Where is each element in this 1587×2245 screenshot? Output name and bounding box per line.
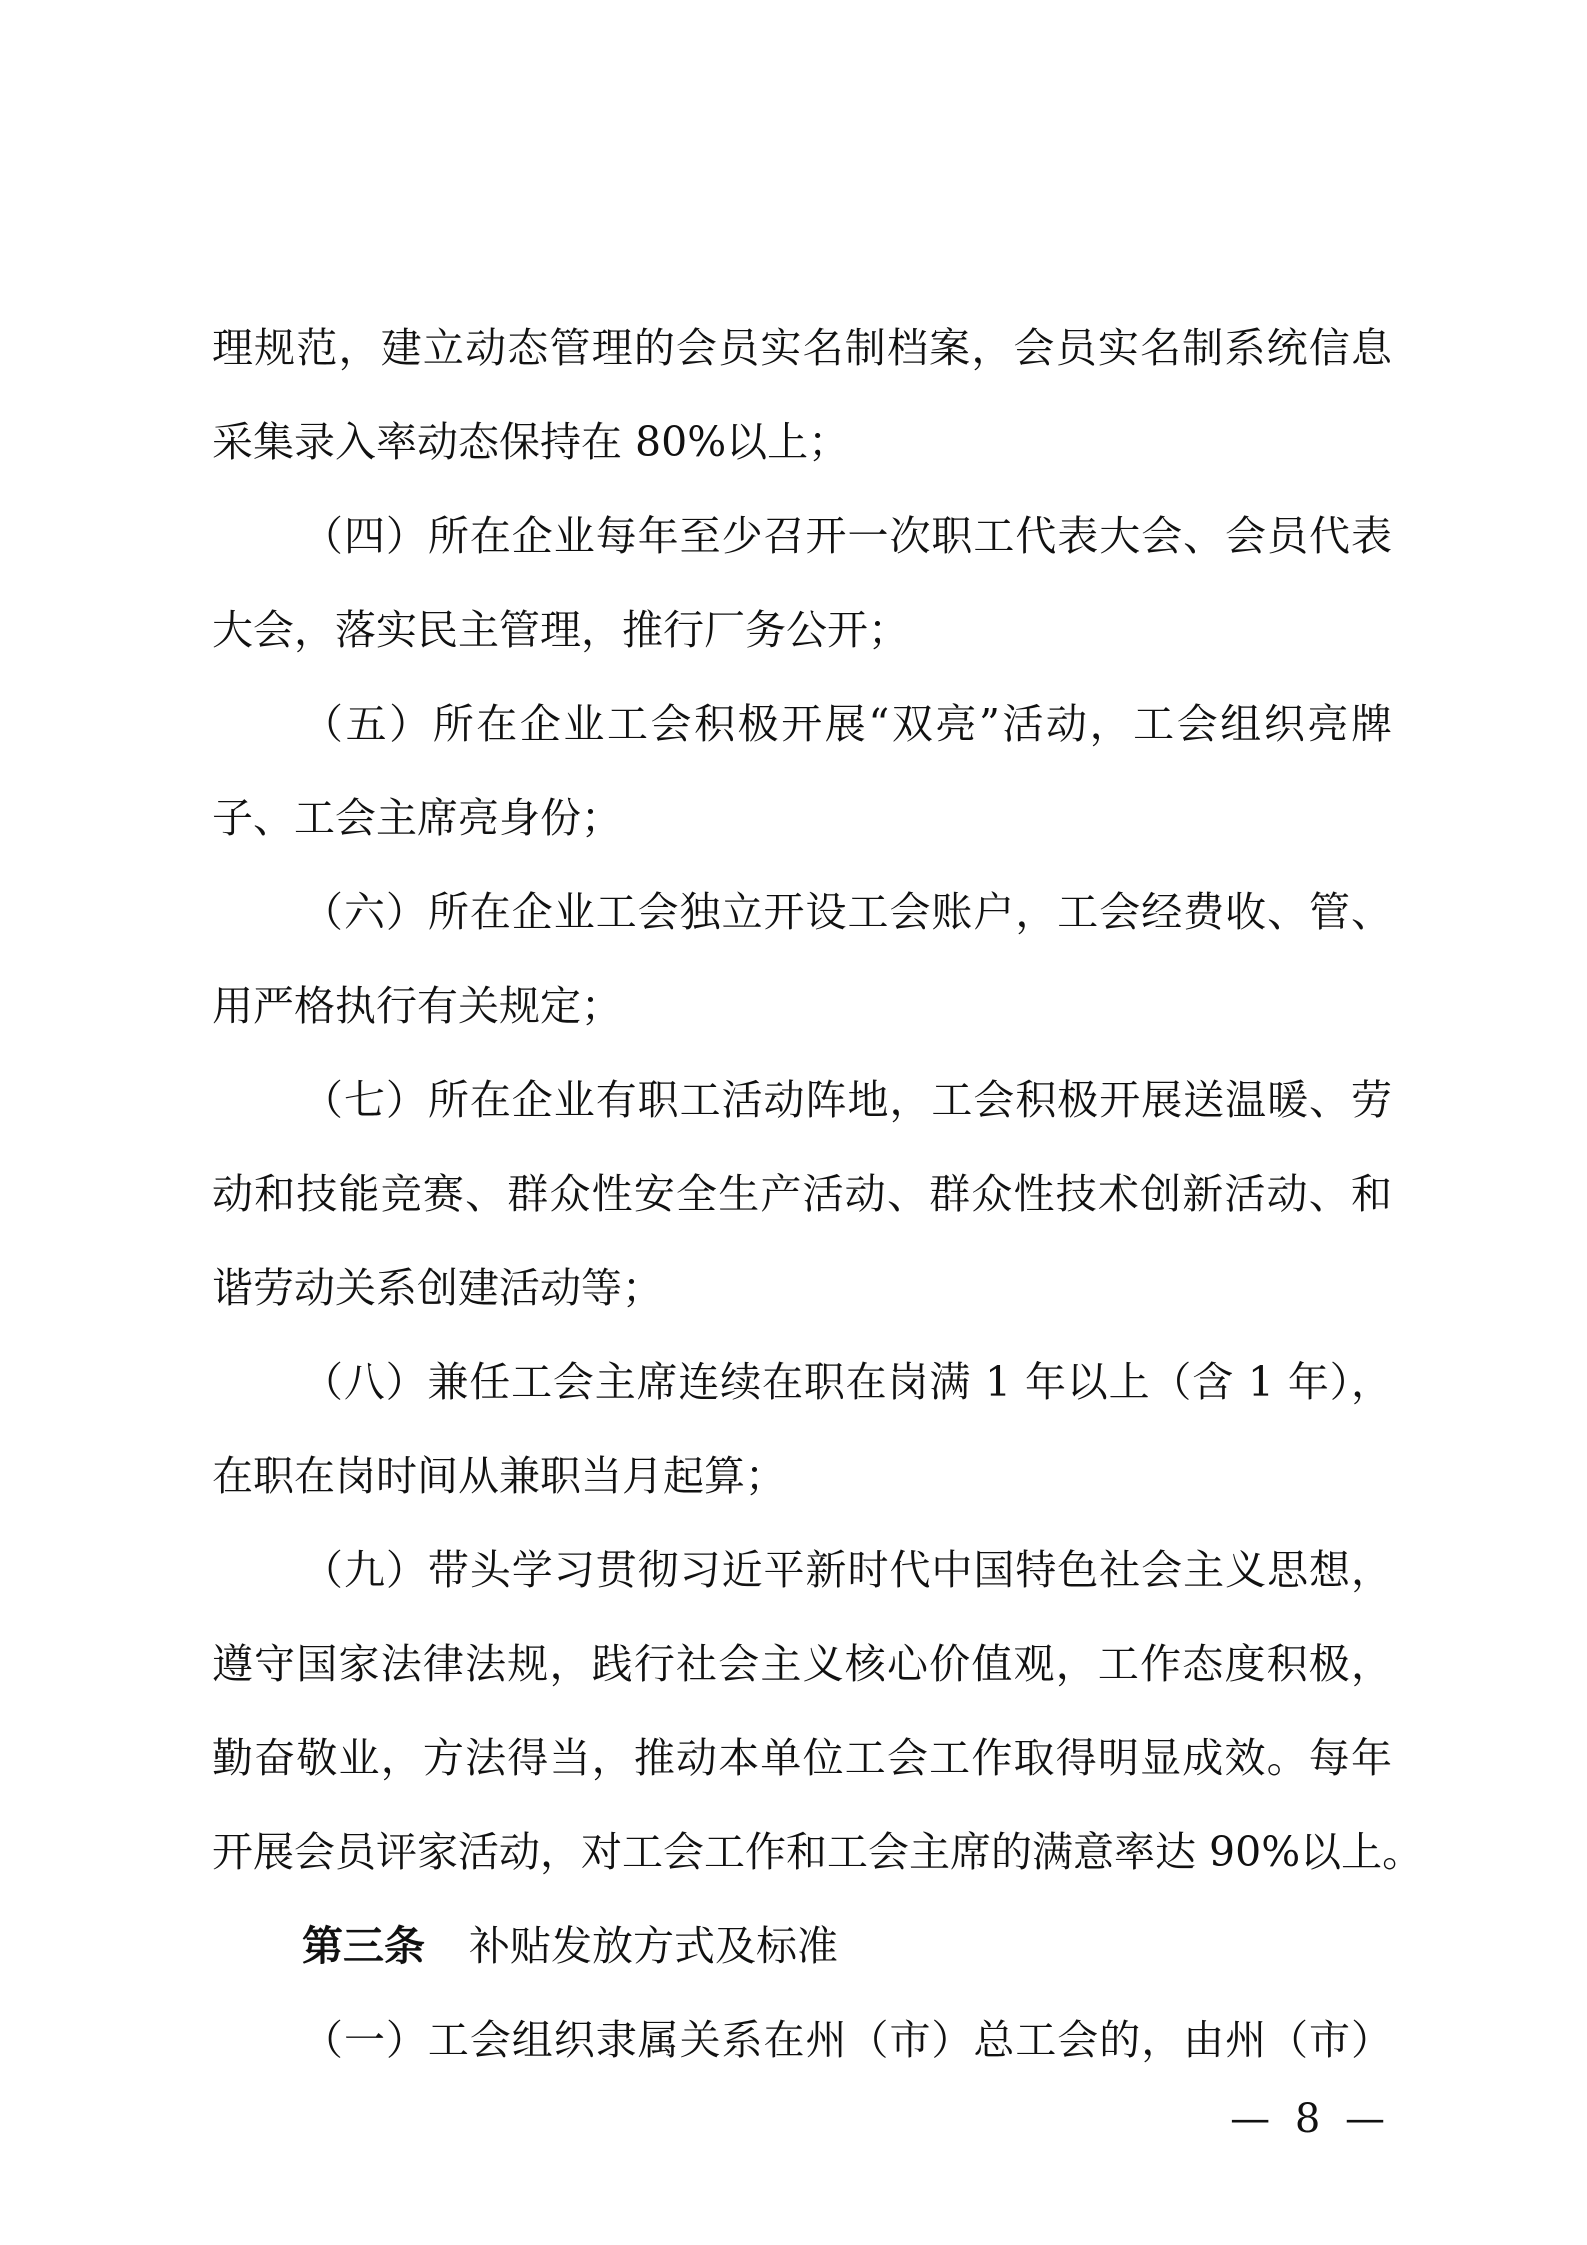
- article-title: 补贴发放方式及标准: [469, 1922, 838, 1970]
- text-line: （八）兼任工会主席连续在职在岗满 1 年以上（含 1 年），: [302, 1358, 1392, 1406]
- text-line: 子、工会主席亮身份；: [212, 794, 622, 842]
- text-line: （一）工会组织隶属关系在州（市）总工会的，由州（市）: [302, 2016, 1392, 2064]
- page-number: — 8 —: [1230, 2096, 1391, 2142]
- text-line: 理规范，建立动态管理的会员实名制档案，会员实名制系统信息: [212, 324, 1392, 372]
- text-line: 动和技能竞赛、群众性安全生产活动、群众性技术创新活动、和: [212, 1170, 1392, 1218]
- text-line: 采集录入率动态保持在 80%以上；: [212, 418, 850, 466]
- text-line: 大会，落实民主管理，推行厂务公开；: [212, 606, 909, 654]
- article-number: 第三条: [302, 1922, 425, 1970]
- document-body: [212, 318, 1424, 2104]
- text-line: 勤奋敬业，方法得当，推动本单位工会工作取得明显成效。每年: [212, 1734, 1392, 1782]
- text-line: （五）所在企业工会积极开展“双亮”活动，工会组织亮牌: [302, 700, 1392, 748]
- text-line: （九）带头学习贯彻习近平新时代中国特色社会主义思想，: [302, 1546, 1392, 1594]
- text-line: 在职在岗时间从兼职当月起算；: [212, 1452, 786, 1500]
- text-line: 遵守国家法律法规，践行社会主义核心价值观，工作态度积极，: [212, 1640, 1392, 1688]
- article-heading-line: [212, 1916, 1392, 2010]
- text-line: 开展会员评家活动，对工会工作和工会主席的满意率达 90%以上。: [212, 1828, 1424, 1876]
- text-line: 谐劳动关系创建活动等；: [212, 1264, 663, 1312]
- text-line: （七）所在企业有职工活动阵地，工会积极开展送温暖、劳: [302, 1076, 1392, 1124]
- text-line: 用严格执行有关规定；: [212, 982, 622, 1030]
- text-line: （四）所在企业每年至少召开一次职工代表大会、会员代表: [302, 512, 1392, 560]
- text-line: （六）所在企业工会独立开设工会账户，工会经费收、管、: [302, 888, 1392, 936]
